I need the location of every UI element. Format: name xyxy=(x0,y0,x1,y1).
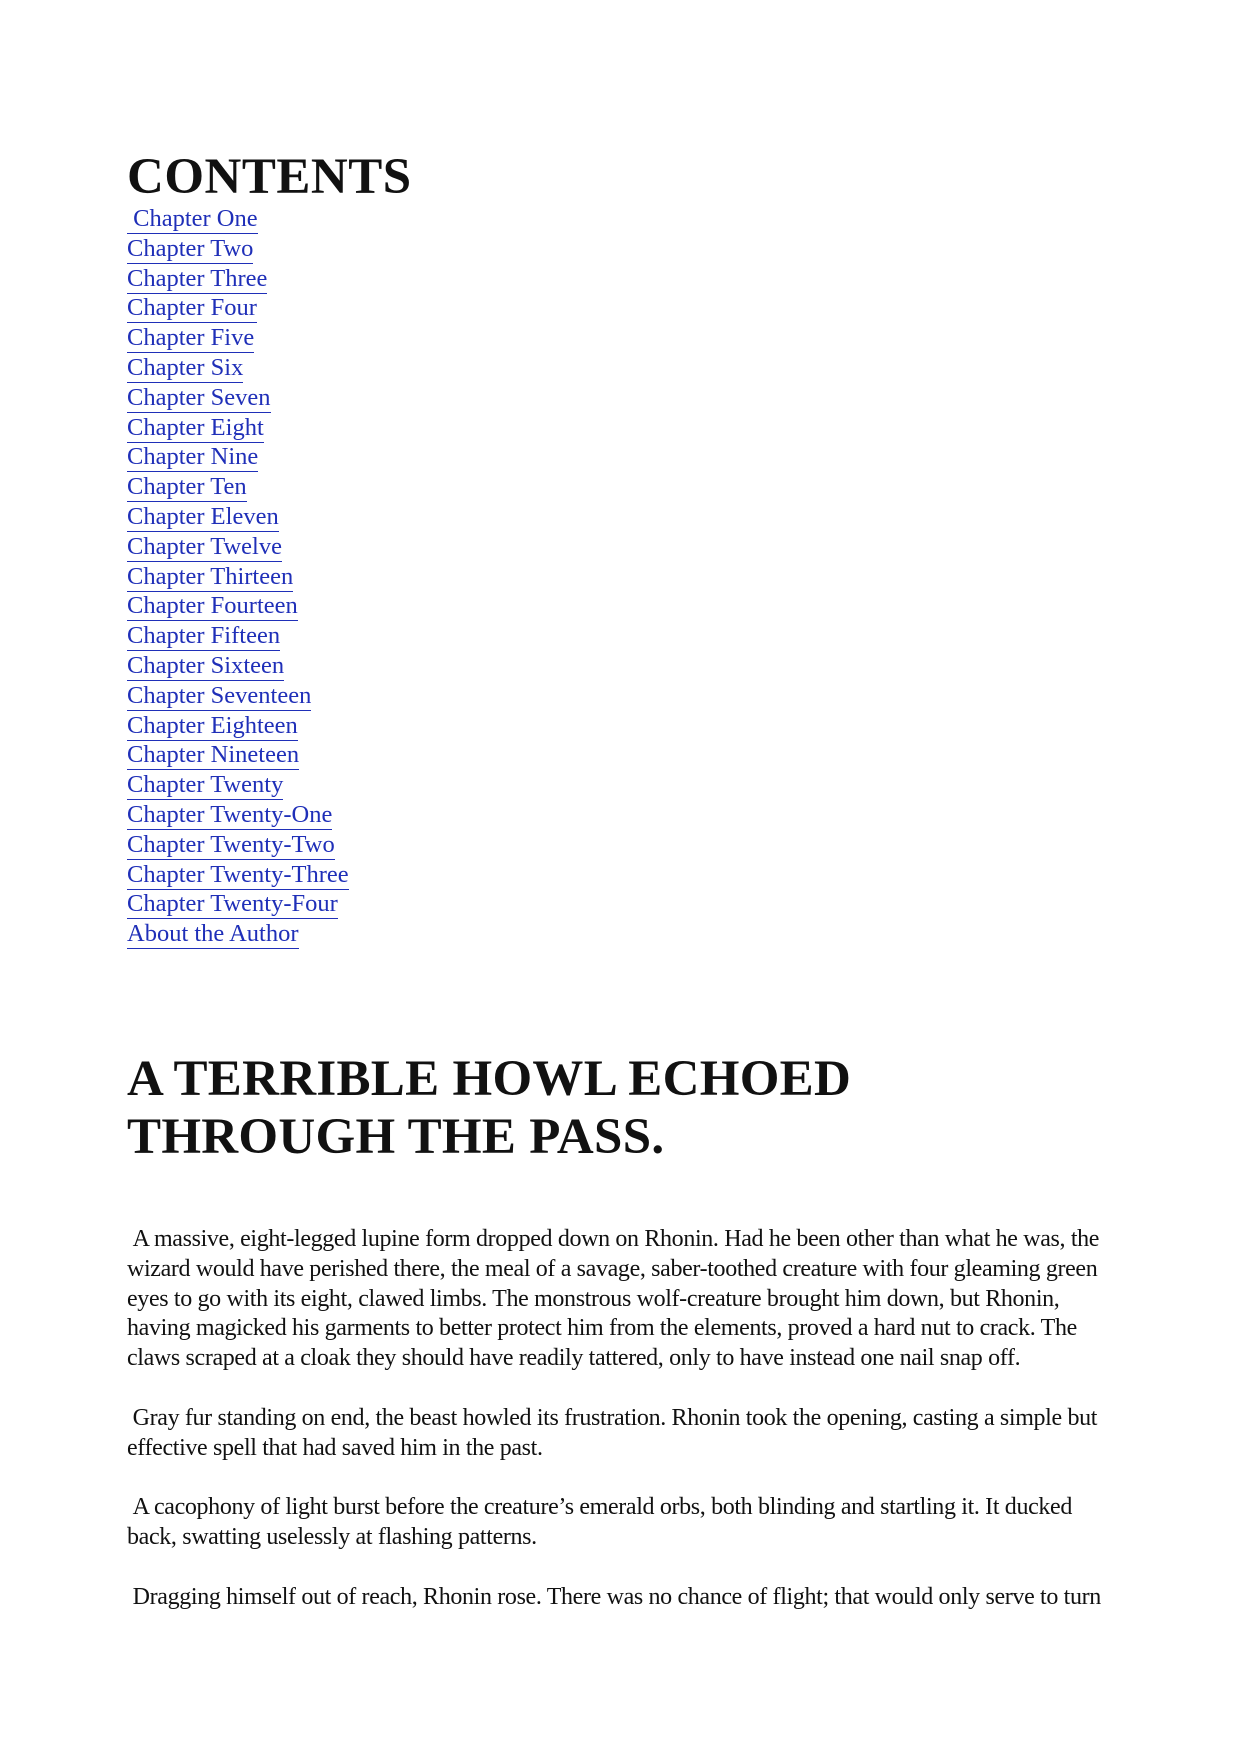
toc-link-chapter-twelve[interactable]: Chapter Twelve xyxy=(127,532,282,560)
toc-item xyxy=(127,920,349,950)
toc-item xyxy=(127,384,349,414)
toc-link-about-the-author[interactable]: About the Author xyxy=(127,920,299,948)
toc-item xyxy=(127,712,349,742)
toc-link-chapter-twenty[interactable]: Chapter Twenty xyxy=(127,771,284,799)
excerpt-paragraph: A massive, eight-legged lupine form dropped down on Rhonin. Had he been other than what he was, the wizard would have perished there, the meal of a savage, saber-toothed creature with four gleaming green eyes to go with its eight, clawed limbs. The monstrous wolf-creature brought him down, but Rhonin, having magicked his garments to better protect him from the elements, proved a hard nut to crack. The claws scraped at a cloak they should have readily tattered, only to have instead one nail snap off. xyxy=(127,1226,1105,1372)
toc-link-chapter-six[interactable]: Chapter Six xyxy=(127,353,244,381)
toc-item xyxy=(127,503,349,533)
toc-link-chapter-sixteen[interactable]: Chapter Sixteen xyxy=(127,651,285,679)
toc-link-chapter-three[interactable]: Chapter Three xyxy=(127,264,268,292)
toc-link-chapter-five[interactable]: Chapter Five xyxy=(127,324,255,352)
contents-heading: CONTENTS xyxy=(127,149,412,205)
excerpt-paragraph: Dragging himself out of reach, Rhonin rose. There was no chance of flight; that would only serve to turn xyxy=(127,1583,1101,1610)
toc-item xyxy=(127,682,349,712)
toc-link-chapter-seventeen[interactable]: Chapter Seventeen xyxy=(127,681,312,709)
toc-item xyxy=(127,265,349,295)
toc-item xyxy=(127,652,349,682)
toc-link-chapter-two[interactable]: Chapter Two xyxy=(127,234,254,262)
toc-item xyxy=(127,801,349,831)
toc-item xyxy=(127,473,349,503)
toc-link-chapter-eleven[interactable]: Chapter Eleven xyxy=(127,502,279,530)
toc-item xyxy=(127,831,349,861)
toc-link-chapter-twenty-three[interactable]: Chapter Twenty-Three xyxy=(127,860,349,888)
toc-item xyxy=(127,741,349,771)
toc-item xyxy=(127,622,349,652)
toc-item xyxy=(127,563,349,593)
excerpt-paragraph: A cacophony of light burst before the creature’s emerald orbs, both blinding and startling it. It ducked back, swatting uselessly at flashing patterns. xyxy=(127,1494,1078,1550)
toc-item xyxy=(127,294,349,324)
toc-link-chapter-eighteen[interactable]: Chapter Eighteen xyxy=(127,711,298,739)
toc-item xyxy=(127,235,349,265)
excerpt-headline: A TERRIBLE HOWL ECHOED THROUGH THE PASS. xyxy=(127,1051,852,1165)
excerpt-paragraph: Gray fur standing on end, the beast howled its frustration. Rhonin took the opening, casting a simple but effective spell that had saved him in the past. xyxy=(127,1404,1103,1461)
toc-link-chapter-twenty-four[interactable]: Chapter Twenty-Four xyxy=(127,890,338,918)
toc-item xyxy=(127,533,349,563)
toc-item xyxy=(127,861,349,891)
table-of-contents xyxy=(127,205,349,950)
toc-link-chapter-twenty-one[interactable]: Chapter Twenty-One xyxy=(127,800,333,828)
toc-link-chapter-twenty-two[interactable]: Chapter Twenty-Two xyxy=(127,830,335,858)
toc-item xyxy=(127,324,349,354)
toc-link-chapter-nine[interactable]: Chapter Nine xyxy=(127,443,259,471)
toc-link-chapter-four[interactable]: Chapter Four xyxy=(127,294,257,322)
toc-link-chapter-seven[interactable]: Chapter Seven xyxy=(127,383,271,411)
toc-link-chapter-ten[interactable]: Chapter Ten xyxy=(127,473,247,501)
toc-item xyxy=(127,354,349,384)
toc-item xyxy=(127,205,349,235)
toc-link-chapter-one[interactable]: Chapter One xyxy=(127,205,258,232)
toc-link-chapter-fourteen[interactable]: Chapter Fourteen xyxy=(127,592,298,620)
toc-item xyxy=(127,414,349,444)
toc-link-chapter-fifteen[interactable]: Chapter Fifteen xyxy=(127,622,281,650)
toc-item xyxy=(127,592,349,622)
toc-link-chapter-thirteen[interactable]: Chapter Thirteen xyxy=(127,562,294,590)
toc-link-chapter-nineteen[interactable]: Chapter Nineteen xyxy=(127,741,300,769)
toc-item xyxy=(127,771,349,801)
excerpt-body xyxy=(127,1225,1127,1642)
toc-item xyxy=(127,890,349,920)
toc-item xyxy=(127,443,349,473)
toc-link-chapter-eight[interactable]: Chapter Eight xyxy=(127,413,264,441)
